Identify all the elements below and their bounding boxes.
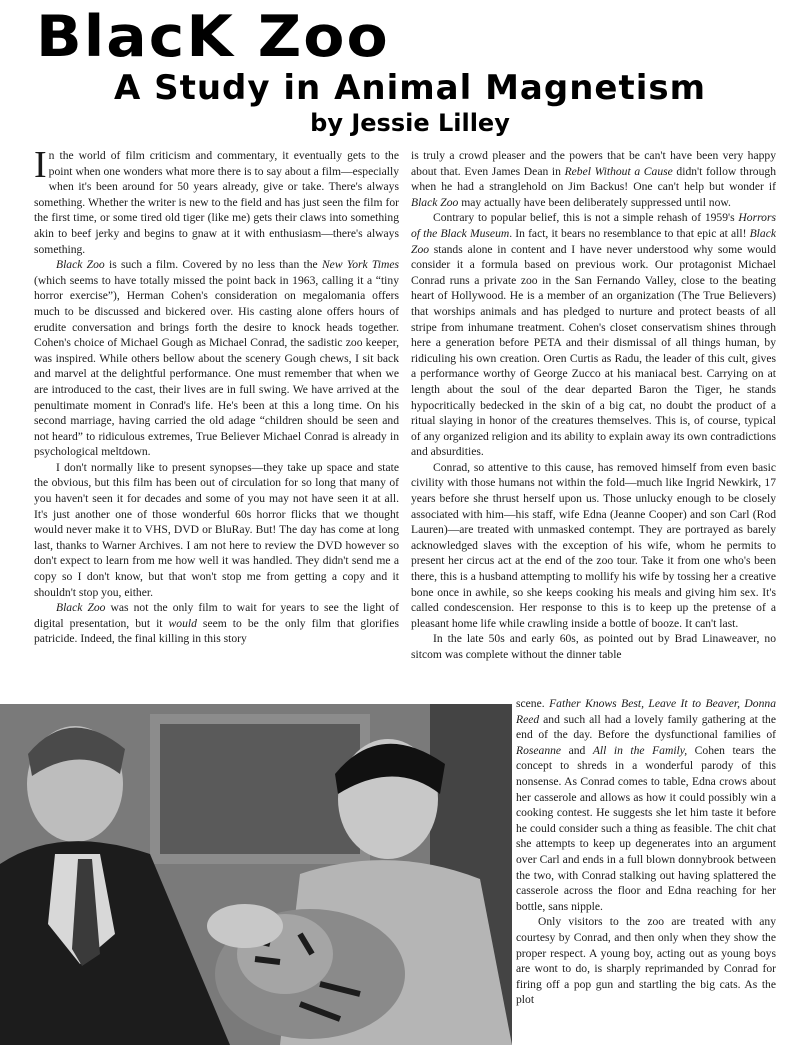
paragraph bbox=[34, 600, 399, 647]
show-title: Roseanne bbox=[516, 743, 562, 757]
film-still-photo bbox=[0, 704, 512, 1045]
paragraph-text: scene. bbox=[516, 697, 550, 710]
film-title: Black Zoo bbox=[411, 195, 459, 209]
paragraph bbox=[34, 148, 399, 257]
paragraph-text: seem to be the only film that glorifies patricide. Indeed, the final killing in this story bbox=[34, 616, 399, 646]
paragraph-text: Contrary to popular belief, this is not a simple rehash of 1959's bbox=[433, 211, 739, 225]
film-title: Black Zoo bbox=[56, 258, 105, 272]
paragraph-text: Cohen tears the concept to shreds in a wonderful parody of this nonsense. As Conrad comes to table, Edna crows about her casserole and allows as how it could possibly win a cooking contest. He suggests she let him taste it before he could consider such a thing as feasible. The chit chat she attempts to keep up degenerates into an argument over Carl and ends in a full blown donnybrook between the two, with Conrad stalking out having splattered the casserole across the floor and Edna reaching for her bottle, sans nipple. bbox=[516, 743, 776, 913]
paragraph-text: and bbox=[561, 743, 593, 757]
paragraph-text: n the world of film criticism and commentary, it eventually gets to the point when one wonders what more there is to say about a film—especially when it's been around for 50 years already, give or take. There's always something. Whether the writer is new to the field and has just seen the film for the first time, or some tired old tiger (like me) gets their claws into something akin to beef jerky and begins to gnaw at it with enthusiasm—there's always something. bbox=[34, 149, 399, 256]
paragraph bbox=[411, 460, 776, 632]
paragraph-text: In the late 50s and early 60s, as pointed out by Brad Linaweaver, no sitcom was complete without the dinner table bbox=[411, 632, 776, 661]
film-title: Rebel Without a Cause bbox=[564, 164, 673, 178]
article-subtitle: A Study in Animal Magnetism bbox=[113, 68, 707, 108]
film-title: Black Zoo bbox=[411, 226, 776, 256]
paragraph-text: is such a film. Covered by no less than the bbox=[104, 258, 322, 272]
paragraph bbox=[34, 460, 399, 600]
article-byline: by Jessie Lilley bbox=[310, 109, 510, 137]
right-column-bottom bbox=[516, 696, 776, 1044]
paragraph bbox=[516, 914, 776, 1008]
film-title: Horrors of the Black Museum bbox=[411, 211, 776, 240]
paragraph bbox=[411, 631, 776, 662]
film-still-illustration bbox=[0, 704, 512, 1045]
drop-cap: I bbox=[34, 148, 47, 186]
paragraph-text: was not the only film to wait for years to see the light of digital presentation, but it bbox=[34, 601, 399, 630]
film-title: Black Zoo bbox=[56, 601, 106, 615]
article-title: BlacK Zoo bbox=[36, 3, 390, 71]
paragraph-text: and such all had a lovely family gathering at the end of the day. Before the dysfunctional families of bbox=[516, 712, 776, 742]
paragraph bbox=[34, 257, 399, 460]
article-header bbox=[0, 0, 808, 148]
show-title: All in the Family, bbox=[592, 743, 688, 757]
left-column bbox=[34, 148, 399, 704]
show-titles: Father Knows Best, Leave It to Beaver, Donna Reed bbox=[516, 697, 776, 726]
paragraph-text: (which seems to have totally missed the point back in 1963, calling it a “tiny horror exercise”), Herman Cohen's consideration on megalomania offers much to be discussed and bickered over. His casting alone offers hours of erudite conversation and brings forth the desire to knock heads together. Cohen's choice of Michael Gough as Michael Conrad, the sadistic zoo keeper, was inspired. While others bellow about the scenery Gough chews, I sit back and marvel at the delightful performance. One must remember that when we are introduced to the cast, their lives are in full swing. We have arrived at the penultimate moment in Conrad's life. He's been at this a long time. On his second marriage, having carried the old adage “children should be seen and not heard” to ridiculous extremes, True Believer Michael Conrad is already in psychological meltdown. bbox=[34, 273, 399, 459]
paragraph-text: I don't normally like to present synopses—they take up space and state the obvious, but this film has been out of circulation for so long that many of you haven't seen it for decades and some of you may not have seen it at all. It's just another one of those wonderful 60s horror flicks that we thought would never make it to VHS, DVD or BluRay. But! The day has come at long last, thanks to Warner Archives. I am not here to review the DVD however so don't expect to learn from me how well it was handled. They didn't send me a copy so I don't know, but that won't stop me from getting a copy and it shouldn't stop you, either. bbox=[34, 460, 399, 599]
publication-title: New York Times bbox=[321, 258, 399, 272]
paragraph-text: . In fact, it bears no resemblance to that epic at all! bbox=[509, 226, 750, 240]
emphasis: would bbox=[168, 616, 197, 630]
paragraph-text: Conrad, so attentive to this cause, has removed himself from even basic civility with those humans not within the fold—much like Ingrid Newkirk, 17 years before she thrust herself upon us. Those unlucky enough to be closely associated with him—his staff, wife Edna (Jeanne Cooper) and son Carl (Rod Lauren)—are treated with unmasked contempt. They are portrayed as barely acknowledged slaves with the exception of his wife, whom he permits to present her circus act at the end of the zoo tour. Take it from one who's been there, this is a husband attempting to mollify his wife by tossing her a creative bone once in awhile, so she keeps cooking his meals and giving him sex. It's called condescension. Her response to this is to keep up the pretense of a pleasant home life while crawling inside a bottle of booze. It can't last. bbox=[411, 460, 776, 630]
paragraph-text: Only visitors to the zoo are treated with any courtesy by Conrad, and then only when they show the proper respect. A young boy, acting out as young boys are wont to do, is sharply reprimanded by Conrad for firing off a pop gun and startling the big cats. As the plot bbox=[516, 915, 776, 1007]
paragraph-text: is truly a crowd pleaser and the powers that be can't have been very happy about that. Even James Dean in bbox=[411, 149, 776, 178]
paragraph-text: didn't follow through when he had a stranglehold on Jim Backus! One can't help but wonder if bbox=[411, 164, 776, 194]
paragraph bbox=[411, 148, 776, 210]
paragraph bbox=[516, 696, 776, 914]
paragraph-text: stands alone in content and I have never understood why some would consider it a formula based on previous work. Our protagonist Michael Conrad runs a private zoo in the San Fernando Valley, close to the beating heart of Hollywood. He is a member of an organization (The True Believers) that worships animals and has pledged to nurture and protect beasts of all stripe from inhumane treatment. Cohen's closet conservatism shines through here a generation before PETA and their dismissal of all things human, by ridiculing his own creation. Oren Curtis as Radu, the leader of this cult, gives a performance worthy of George Zucco at his maniacal best. Carrying on at length about the soul of the dear departed Baron the Tiger, he stands hypocritically bedecked in the skin of a big cat, no doubt the product of a ritual slaying in honor of the creatures themselves. This is, of course, typical of any organized religion and its ability to explain away its own contradictions and absurdities. bbox=[411, 242, 776, 459]
paragraph-text: may actually have been deliberately suppressed until now. bbox=[458, 195, 731, 209]
paragraph bbox=[411, 210, 776, 460]
right-column-top bbox=[411, 148, 776, 696]
